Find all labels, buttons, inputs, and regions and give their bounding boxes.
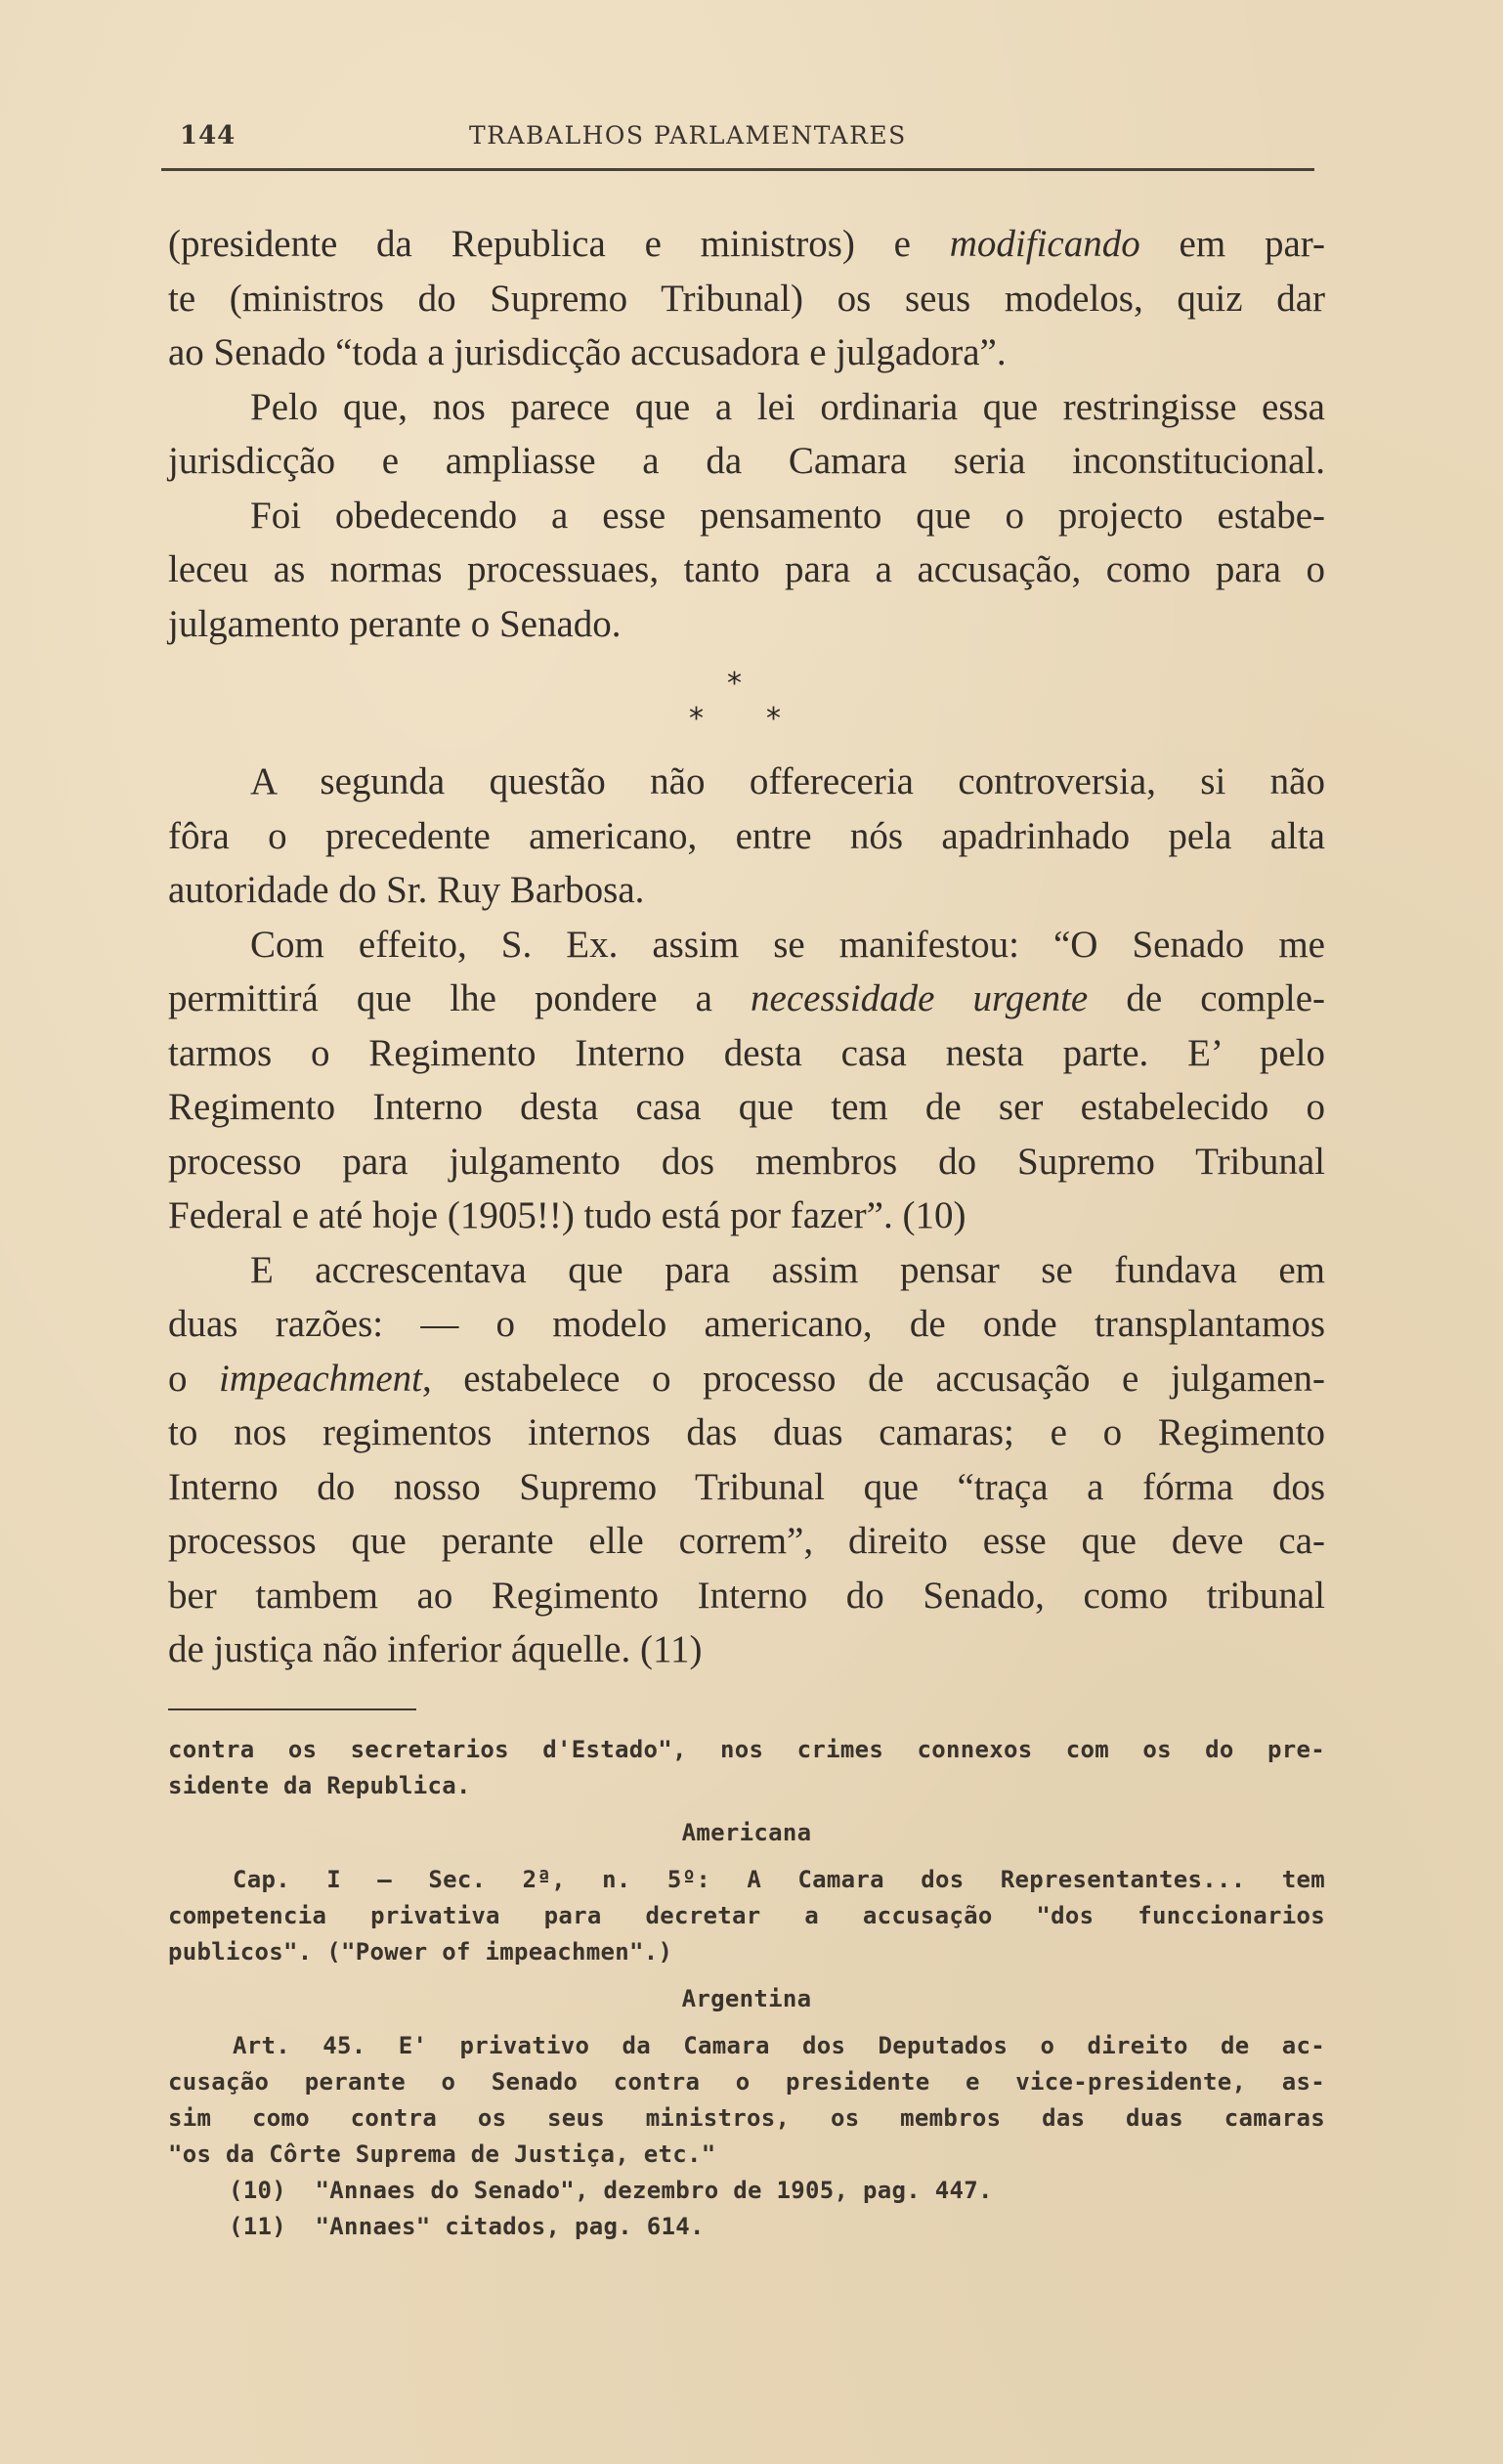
footnote-line: competencia privativa para decretar a accusação "dos funccionarios: [168, 1902, 1325, 1929]
text-line: de justiça não inferior áquelle. (11): [168, 1628, 703, 1670]
emphasis: impeachment: [219, 1357, 422, 1400]
footnote-line: sidente da Republica.: [168, 1772, 471, 1799]
text-line: Foi obedecendo a esse pensamento que o projecto estabe-: [250, 494, 1325, 537]
text-line: julgamento perante o Senado.: [168, 602, 622, 645]
footnotes: [168, 1732, 1325, 2245]
footnote-11: (11) "Annaes" citados, pag. 614.: [229, 2213, 705, 2240]
text-line: duas razões: — o modelo americano, de onde transplantamos: [168, 1303, 1325, 1345]
footnote-continuation: [168, 1732, 1325, 1804]
text-line: permittirá que lhe pondere a necessidade urgente de comple-: [168, 977, 1325, 1019]
text-line: ber tambem ao Regimento Interno do Senado, como tribunal: [168, 1574, 1325, 1617]
text-line: Pelo que, nos parece que a lei ordinaria que restringisse essa: [250, 385, 1325, 428]
text-line: te (ministros do Supremo Tribunal) os seus modelos, quiz dar: [168, 277, 1325, 320]
running-head: [168, 115, 1317, 154]
header-rule: [161, 168, 1314, 171]
running-title: TRABALHOS PARLAMENTARES: [469, 121, 907, 150]
text-line: Federal e até hoje (1905!!) tudo está por fazer”. (10): [168, 1194, 966, 1236]
text-line: leceu as normas processuaes, tanto para a accusação, como para o: [168, 548, 1325, 590]
text-line: E accrescentava que para assim pensar se fundava em: [250, 1248, 1325, 1291]
text-line: (presidente da Republica e ministros) e modificando em par-: [168, 223, 1325, 265]
footnote-americana: [168, 1862, 1325, 1970]
text-line: Com effeito, S. Ex. assim se manifestou: “O Senado me: [250, 923, 1325, 966]
text-line: Regimento Interno desta casa que tem de ser estabelecido o: [168, 1086, 1325, 1128]
text-line: processos que perante elle correm”, direito esse que deve ca-: [168, 1520, 1325, 1562]
text-line: fôra o precedente americano, entre nós apadrinhado pela alta: [168, 814, 1325, 857]
text-line: Interno do nosso Supremo Tribunal que “traça a fórma dos: [168, 1465, 1325, 1508]
footnote-line: Art. 45. E' privativo da Camara dos Deputados o direito de ac-: [233, 2032, 1325, 2059]
footnote-argentina: [168, 2028, 1325, 2173]
footnote-separator: [168, 1708, 416, 1710]
text-line: to nos regimentos internos das duas camaras; e o Regimento: [168, 1411, 1325, 1453]
footnote-heading-americana: Americana: [681, 1819, 812, 1846]
paragraph-2: [168, 380, 1325, 489]
asterisk: *: [689, 702, 704, 736]
asterisk: *: [727, 667, 742, 701]
footnote-line: contra os secretarios d'Estado", nos crimes connexos com os do pre-: [168, 1736, 1325, 1763]
text-line: processo para julgamento dos membros do Supremo Tribunal: [168, 1140, 1325, 1183]
footnote-line: sim como contra os seus ministros, os membros das duas camaras: [168, 2104, 1325, 2132]
paragraph-6: [168, 1243, 1325, 1677]
section-asterism: [168, 651, 1325, 755]
footnote-line: cusação perante o Senado contra o presidente e vice-presidente, as-: [168, 2068, 1325, 2096]
footnote-line: Cap. I — Sec. 2ª, n. 5º: A Camara dos Representantes... tem: [233, 1866, 1325, 1893]
paragraph-5: [168, 918, 1325, 1243]
paragraph-3: [168, 489, 1325, 652]
body-text: [168, 217, 1325, 1677]
footnote-10: (10) "Annaes do Senado", dezembro de 1905, pag. 447.: [229, 2177, 993, 2204]
text-line: jurisdicção e ampliasse a da Camara seria inconstitucional.: [168, 440, 1325, 482]
text-line: A segunda questão não offereceria controversia, si não: [250, 760, 1325, 802]
paragraph-4: [168, 755, 1325, 918]
page-number: 144: [180, 121, 236, 151]
paragraph-1: [168, 217, 1325, 380]
footnote-line: "os da Côrte Suprema de Justiça, etc.": [168, 2140, 716, 2168]
text-line: autoridade do Sr. Ruy Barbosa.: [168, 869, 645, 911]
footnote-heading-argentina: Argentina: [681, 1985, 812, 2012]
text-line: tarmos o Regimento Interno desta casa nesta parte. E’ pelo: [168, 1031, 1325, 1074]
emphasis: necessidade urgente: [751, 977, 1089, 1019]
footnote-line: publicos". ("Power of impeachmen".): [168, 1938, 673, 1966]
text-line: o impeachment, estabelece o processo de accusação e julgamen-: [168, 1357, 1325, 1400]
asterisk: *: [766, 702, 781, 736]
text-line: ao Senado “toda a jurisdicção accusadora e julgadora”.: [168, 331, 1007, 373]
emphasis: modificando: [949, 223, 1140, 265]
